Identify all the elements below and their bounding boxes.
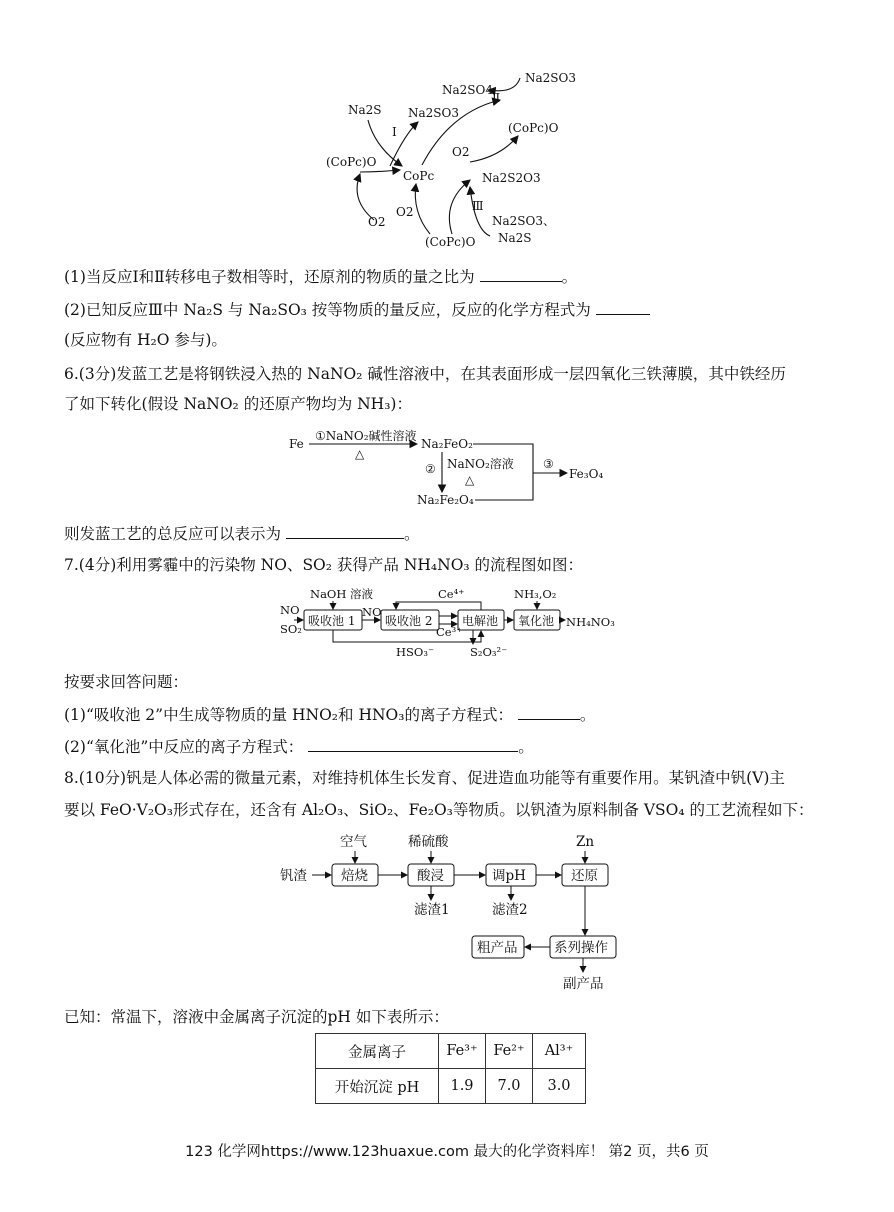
flow8-ops: 系列操作 (554, 940, 608, 956)
scheme-bracket (473, 444, 533, 500)
arrow-iii-main (449, 180, 470, 234)
q6-answer (64, 522, 419, 545)
cycle-label-i: Ⅰ (392, 125, 397, 139)
scheme-na2feo2: Na₂FeO₂ (421, 437, 473, 451)
cycle-na2s2o3: Na2S2O3 (482, 171, 541, 185)
cycle-na2so4: Na2SO4 (442, 83, 493, 97)
flow-hso3: HSO₃⁻ (396, 645, 435, 659)
q7-q1-end: 。 (579, 706, 596, 724)
cycle-na2so3-left: Na2SO3 (408, 106, 459, 120)
arrow-left-up (360, 170, 400, 172)
table-header-cell: 金属离子 (316, 1034, 439, 1069)
cycle-o2-mid: O2 (452, 145, 470, 159)
flow8-acid: 稀硫酸 (408, 834, 449, 850)
q6-stem-line1: 6.(3分)发蓝工艺是将钢铁浸入热的 NaNO₂ 碱性溶液中，在其表面形成一层四氧化三铁薄膜，其中铁经历 (64, 365, 786, 383)
table-cell: 3.0 (533, 1069, 586, 1104)
flow-naoh: NaOH 溶液 (310, 587, 374, 601)
flow-so2-in: SO₂ (280, 622, 302, 636)
table-header-cell: Al³⁺ (533, 1034, 586, 1069)
q7-q2-text: (2)“氧化池”中反应的离子方程式： (64, 738, 304, 756)
flow8-leach: 酸浸 (417, 868, 444, 884)
scheme-heat2: △ (465, 473, 475, 487)
flow-arrow-ce4 (396, 602, 481, 610)
q5-p1-end: 。 (561, 268, 578, 286)
q8-stem-line2: 要以 FeO·V₂O₃形式存在，还含有 Al₂O₃、SiO₂、Fe₂O₃等物质。以钒渣为原料制备 VSO₄ 的工艺流程如下： (64, 801, 814, 819)
cycle-copco-right: (CoPc)O (508, 121, 559, 135)
flow-s2o3: S₂O₃²⁻ (470, 645, 508, 659)
flow8-reduce: 还原 (571, 868, 598, 884)
answer-blank[interactable] (308, 735, 518, 752)
q5-part2 (64, 298, 650, 321)
arrow-o2-right (470, 136, 518, 162)
q7-prompt: 按要求回答问题： (64, 673, 189, 691)
flow-ce4: Ce⁴⁺ (438, 587, 465, 601)
cycle-na2so3-top: Na2SO3 (525, 71, 576, 85)
table-cell: 开始沉淀 pH (316, 1069, 439, 1104)
flow-ce3: Ce³⁺ (436, 625, 463, 639)
cycle-label-iii: Ⅲ (472, 199, 484, 213)
q7-part1 (64, 703, 595, 726)
answer-blank[interactable] (518, 703, 580, 720)
page-footer: 123 化学网https://www.123huaxue.com 最大的化学资料库！ 第2 页，共6 页 (185, 1144, 709, 1160)
q7-flow-diagram (278, 586, 623, 661)
flow8-residue1: 滤渣1 (414, 902, 450, 918)
table-cell: 1.9 (439, 1069, 486, 1104)
cycle-copc: CoPc (403, 169, 435, 183)
answer-blank[interactable] (286, 522, 404, 539)
flow-pool2: 吸收池 2 (385, 614, 433, 628)
cycle-na2s: Na2S (348, 103, 382, 117)
q7-part2 (64, 735, 534, 758)
arrow-bottom-up (415, 184, 430, 234)
cycle-o2-bottom: O2 (368, 215, 386, 229)
scheme-heat1: △ (355, 447, 365, 461)
table-cell: 7.0 (486, 1069, 533, 1104)
table-header-cell: Fe²⁺ (486, 1034, 533, 1069)
answer-blank[interactable] (596, 298, 650, 315)
flow8-zn: Zn (576, 834, 595, 850)
q8-process-flow (272, 830, 632, 995)
q7-q1-text: (1)“吸收池 2”中生成等物质的量 HNO₂和 HNO₃的离子方程式： (64, 706, 513, 724)
flow8-residue2: 滤渣2 (492, 902, 528, 918)
flow-oxid: 氧化池 (518, 614, 555, 628)
scheme-step1: ①NaNO₂碱性溶液 (315, 429, 417, 443)
flow-nh3o2: NH₃,O₂ (514, 587, 557, 601)
q5-p1-text: (1)当反应Ⅰ和Ⅱ转移电子数相等时，还原剂的物质的量之比为 (64, 268, 475, 286)
q5-p2-text: (2)已知反应Ⅲ中 Na₂S 与 Na₂SO₃ 按等物质的量反应，反应的化学方程式为 (64, 301, 591, 319)
flow8-air: 空气 (340, 834, 367, 850)
q7-q2-end: 。 (518, 738, 534, 756)
flow-no-in: NO (280, 603, 300, 617)
q6-iron-scheme (285, 428, 615, 510)
q6-answer-end: 。 (403, 525, 420, 543)
q5-part1 (64, 265, 577, 288)
scheme-fe: Fe (289, 437, 304, 451)
q6-answer-text: 则发蓝工艺的总反应可以表示为 (64, 525, 282, 543)
flow8-roast: 焙烧 (341, 868, 368, 884)
scheme-na2fe2o4: Na₂Fe₂O₄ (417, 493, 474, 507)
cycle-copco-left: (CoPc)O (326, 155, 377, 169)
cycle-copco-bottom: (CoPc)O (425, 235, 476, 249)
cycle-na2so3-na2s: Na2SO3、 (492, 214, 555, 228)
scheme-step3: ③ (543, 457, 554, 471)
cycle-label-ii: Ⅱ (492, 91, 501, 105)
q8-known: 已知：常温下，溶液中金属离子沉淀的pH 如下表所示： (64, 1008, 449, 1026)
table-header-cell: Fe³⁺ (439, 1034, 486, 1069)
table-row (316, 1034, 586, 1069)
ph-table (315, 1033, 586, 1104)
scheme-fe3o4: Fe₃O₄ (569, 467, 604, 481)
q8-stem-line1: 8.(10分)钒是人体必需的微量元素，对维持机体生长发育、促进造血功能等有重要作用。某钒渣中钒(V)主 (64, 769, 785, 787)
answer-blank[interactable] (480, 265, 562, 282)
q6-stem-line2: 了如下转化(假设 NaNO₂ 的还原产物均为 NH₃)： (64, 395, 412, 413)
q7-stem: 7.(4分)利用雾霾中的污染物 NO、SO₂ 获得产品 NH₄NO₃ 的流程图如图： (64, 556, 584, 574)
flow-pool1: 吸收池 1 (308, 614, 356, 628)
q5-part3: (反应物有 H₂O 参与)。 (64, 331, 227, 349)
scheme-step2: NaNO₂溶液 (447, 457, 514, 471)
flow8-ph: 调pH (492, 868, 526, 884)
copc-cycle-diagram (320, 62, 580, 257)
cycle-na2s-bottom: Na2S (498, 231, 532, 245)
flow8-crude: 粗产品 (477, 940, 518, 956)
arrow-o2-left (357, 174, 374, 220)
flow-no-mid: NO (362, 605, 382, 619)
table-row (316, 1069, 586, 1104)
cycle-o2-left: O2 (396, 205, 414, 219)
scheme-step2-num: ② (425, 462, 436, 476)
flow-product: NH₄NO₃ (566, 615, 615, 629)
flow8-byproduct: 副产品 (563, 976, 604, 992)
flow-electro: 电解池 (462, 614, 499, 628)
flow8-slag: 钒渣 (280, 868, 307, 884)
